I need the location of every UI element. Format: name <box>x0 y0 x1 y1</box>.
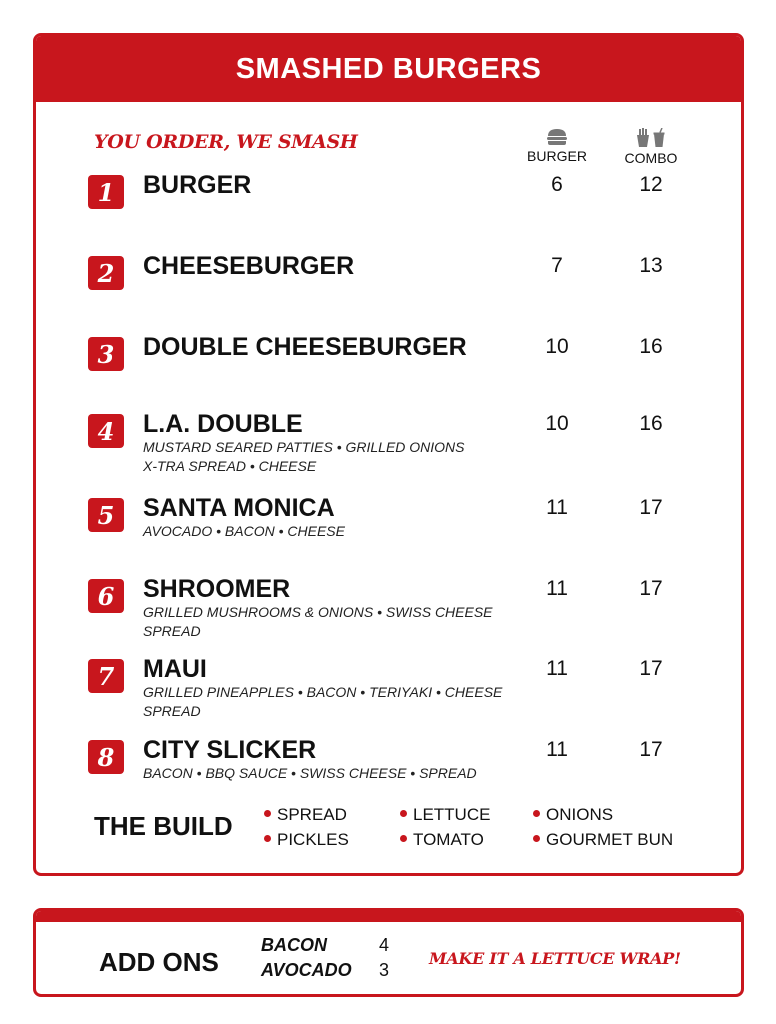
build-topping <box>533 805 613 825</box>
item-description <box>143 764 538 783</box>
item-number-badge: 8 <box>88 740 124 774</box>
item-number-badge: 6 <box>88 579 124 613</box>
addon-price: 4 <box>379 935 390 955</box>
item-description-line: GRILLED PINEAPPLES • BACON • TERIYAKI • CHEESE <box>143 684 503 700</box>
item-combo-price: 12 <box>639 173 663 196</box>
combo-column-label: COMBO <box>624 150 678 166</box>
item-name: L.A. DOUBLE <box>143 410 303 438</box>
item-burger-price: 11 <box>546 577 568 600</box>
build-topping-label: PICKLES <box>277 830 349 849</box>
bullet-dot <box>264 810 271 817</box>
item-burger-price: 10 <box>545 412 569 435</box>
item-burger-price: 11 <box>546 496 568 519</box>
build-topping-label: GOURMET BUN <box>546 830 674 849</box>
build-topping <box>400 830 484 850</box>
fries-and-drink-icon <box>634 128 668 148</box>
bullet-dot <box>400 810 407 817</box>
item-name: DOUBLE CHEESEBURGER <box>143 333 467 361</box>
build-topping-label: TOMATO <box>413 830 484 849</box>
menu-header <box>36 36 741 102</box>
item-combo-price: 16 <box>639 412 663 435</box>
tagline: YOU ORDER, WE SMASH <box>94 131 358 153</box>
item-name: MAUI <box>143 655 207 683</box>
item-name: SHROOMER <box>143 575 291 603</box>
build-topping-label: SPREAD <box>277 805 347 824</box>
item-description <box>143 438 538 476</box>
addons-header-bar <box>36 911 741 922</box>
build-topping-label: LETTUCE <box>413 805 491 824</box>
addons-title: ADD ONS <box>99 947 219 977</box>
addon-price: 3 <box>379 960 390 980</box>
burger-column-header <box>517 128 597 164</box>
build-topping <box>400 805 490 825</box>
item-description-line: SPREAD <box>143 623 201 639</box>
item-description <box>143 603 538 641</box>
combo-column-header <box>611 128 691 166</box>
build-topping <box>533 830 673 850</box>
item-description-line: SPREAD <box>143 703 201 719</box>
item-name: CITY SLICKER <box>143 736 317 764</box>
item-name: SANTA MONICA <box>143 494 335 522</box>
item-description-line: MUSTARD SEARED PATTIES • GRILLED ONIONS <box>143 439 465 455</box>
item-name: BURGER <box>143 171 252 199</box>
build-title: THE BUILD <box>94 811 233 841</box>
bullet-dot <box>400 835 407 842</box>
item-combo-price: 17 <box>639 577 663 600</box>
item-combo-price: 17 <box>639 657 663 680</box>
item-name: CHEESEBURGER <box>143 252 355 280</box>
item-description-line: GRILLED MUSHROOMS & ONIONS • SWISS CHEESE <box>143 604 493 620</box>
item-combo-price: 16 <box>639 335 663 358</box>
build-topping-label: ONIONS <box>546 805 614 824</box>
addon-name: AVOCADO <box>261 960 352 980</box>
menu-panel <box>33 33 744 876</box>
bullet-dot <box>533 835 540 842</box>
item-number-badge: 2 <box>88 256 124 290</box>
item-number-badge: 5 <box>88 498 124 532</box>
item-burger-price: 6 <box>551 173 563 196</box>
build-topping <box>264 830 349 850</box>
addon-name: BACON <box>261 935 327 955</box>
burger-column-label: BURGER <box>527 148 587 164</box>
bullet-dot <box>264 835 271 842</box>
item-description <box>143 522 538 541</box>
item-description-line: AVOCADO • BACON • CHEESE <box>143 523 345 539</box>
item-number-badge: 4 <box>88 414 124 448</box>
item-number-badge: 3 <box>88 337 124 371</box>
item-number-badge: 7 <box>88 659 124 693</box>
item-combo-price: 17 <box>639 738 663 761</box>
item-burger-price: 10 <box>545 335 569 358</box>
build-topping <box>264 805 347 825</box>
item-number-badge: 1 <box>88 175 124 209</box>
item-combo-price: 17 <box>639 496 663 519</box>
addons-panel <box>33 908 744 997</box>
item-combo-price: 13 <box>639 254 663 277</box>
item-burger-price: 11 <box>546 738 568 761</box>
burger-icon <box>546 128 568 146</box>
menu-title: SMASHED BURGERS <box>235 52 542 85</box>
bullet-dot <box>533 810 540 817</box>
item-description-line: X-TRA SPREAD • CHEESE <box>143 458 317 474</box>
item-burger-price: 11 <box>546 657 568 680</box>
item-description <box>143 683 538 721</box>
item-burger-price: 7 <box>551 254 563 277</box>
item-description-line: BACON • BBQ SAUCE • SWISS CHEESE • SPREAD <box>143 765 477 781</box>
lettuce-wrap-callout: MAKE IT A LETTUCE WRAP! <box>429 949 681 968</box>
